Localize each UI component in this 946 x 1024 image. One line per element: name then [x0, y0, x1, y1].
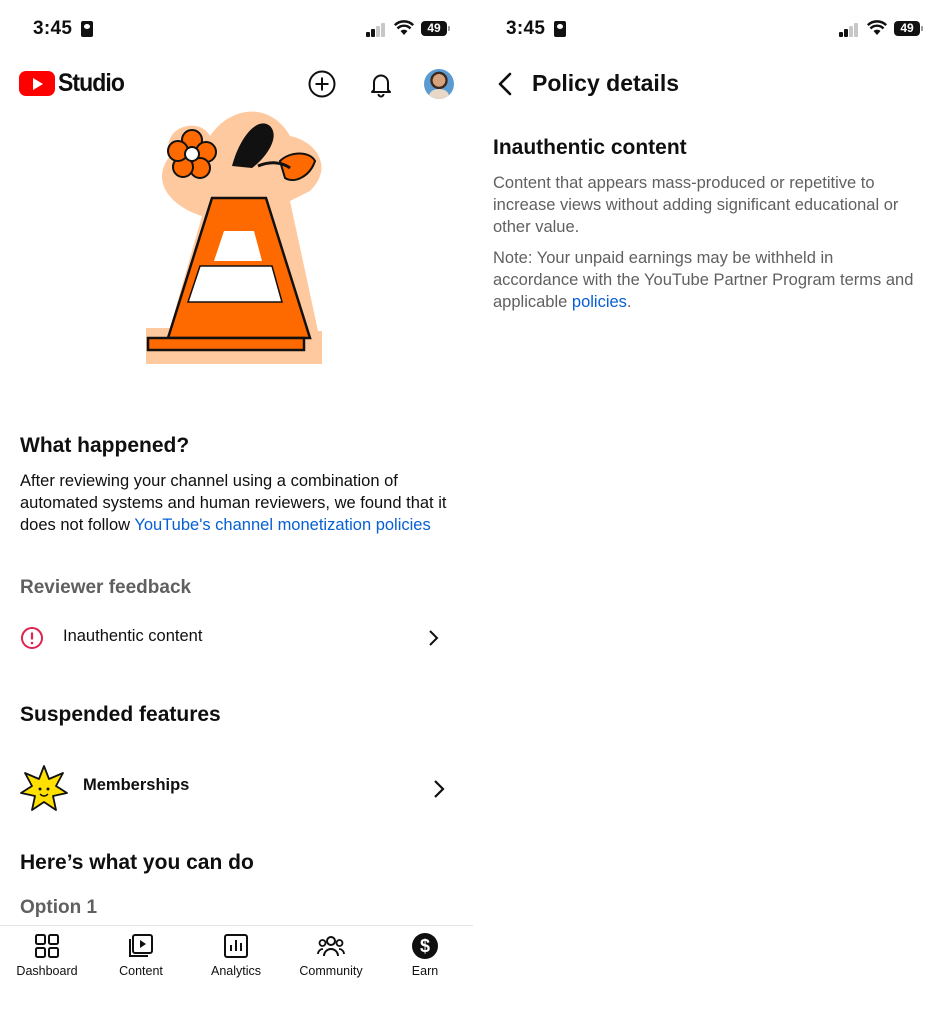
reviewer-feedback-heading: Reviewer feedback	[20, 577, 192, 598]
memberships-star-icon	[20, 764, 68, 812]
battery-level: 49	[894, 21, 920, 36]
nav-analytics[interactable]	[191, 932, 281, 978]
cellular-signal-icon	[839, 23, 859, 37]
app-name: Studio	[58, 69, 125, 97]
youtube-logo-icon[interactable]	[19, 71, 55, 96]
policy-description: Content that appears mass-produced or repetitive to increase views without adding significant educational or other value.	[493, 174, 899, 236]
nav-dashboard[interactable]	[2, 932, 92, 978]
account-avatar[interactable]	[424, 69, 454, 99]
status-bar	[0, 18, 473, 42]
feedback-item-inauthentic-content[interactable]	[0, 620, 473, 656]
policy-note	[493, 247, 923, 313]
notifications-bell-icon[interactable]	[366, 69, 396, 99]
community-icon	[317, 932, 345, 960]
status-time: 3:45	[33, 18, 73, 39]
battery-icon	[894, 21, 924, 36]
policies-link[interactable]: policies	[571, 293, 627, 311]
nav-dashboard-label: Dashboard	[16, 964, 78, 978]
suspended-features-heading: Suspended features	[20, 703, 221, 726]
chevron-right-icon	[424, 628, 442, 648]
wifi-icon	[867, 20, 887, 36]
bottom-navigation	[0, 925, 473, 1024]
policy-details-screen	[473, 0, 946, 1024]
create-plus-icon[interactable]	[307, 69, 337, 99]
suspended-item-label: Memberships	[83, 776, 190, 794]
chevron-right-icon	[430, 778, 448, 800]
cellular-signal-icon	[366, 23, 386, 37]
nav-earn[interactable]	[380, 932, 470, 978]
nav-earn-label: Earn	[411, 964, 439, 978]
back-arrow-icon[interactable]	[491, 69, 521, 99]
what-happened-body	[20, 470, 450, 536]
policy-title: Inauthentic content	[493, 136, 687, 159]
wifi-icon	[394, 20, 414, 36]
content-icon	[127, 932, 155, 960]
id-card-icon	[554, 21, 566, 37]
status-time: 3:45	[506, 18, 546, 39]
earn-icon	[411, 932, 439, 960]
svg-text:$: $	[419, 936, 431, 956]
page-title: Policy details	[532, 70, 680, 96]
alert-circle-icon	[20, 626, 44, 650]
nav-community[interactable]	[286, 932, 376, 978]
monetization-policies-link[interactable]: YouTube's channel monetization policies	[134, 516, 431, 534]
nav-community-label: Community	[299, 964, 363, 978]
suspended-item-memberships[interactable]	[0, 762, 473, 812]
dashboard-icon	[33, 932, 61, 960]
battery-level: 49	[421, 21, 447, 36]
nav-analytics-label: Analytics	[210, 964, 262, 978]
what-you-can-do-heading: Here’s what you can do	[20, 851, 254, 874]
battery-icon	[421, 21, 451, 36]
what-happened-text: After reviewing your channel using a combination of automated systems and human reviewers, we found that it does not follow	[20, 472, 447, 534]
nav-content-label: Content	[119, 964, 163, 978]
nav-content[interactable]	[96, 932, 186, 978]
traffic-cone-illustration	[140, 106, 340, 366]
id-card-icon	[81, 21, 93, 37]
policy-note-text: Note: Your unpaid earnings may be withheld in accordance with the YouTube Partner Program terms and applicable	[493, 249, 914, 311]
what-happened-heading: What happened?	[20, 434, 190, 457]
app-header	[0, 66, 473, 102]
status-bar	[473, 18, 946, 42]
feedback-item-label: Inauthentic content	[63, 627, 203, 645]
option-1-heading: Option 1	[20, 897, 98, 918]
policy-note-end: .	[626, 293, 632, 311]
policy-details-header	[473, 66, 946, 102]
analytics-icon	[222, 932, 250, 960]
